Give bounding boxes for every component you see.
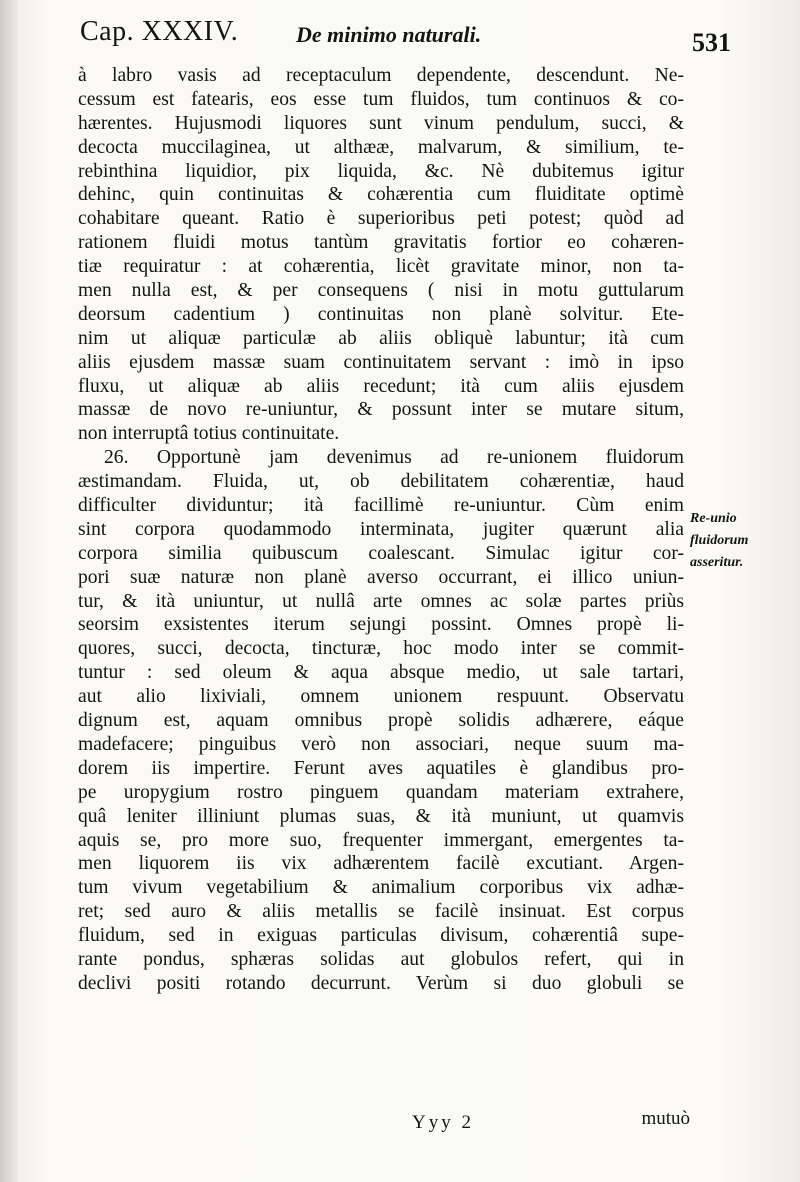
text-line: ret; sed auro & aliis metallis se facilè insinuat. Est corpus <box>78 901 684 923</box>
text-line: men nulla est, & per consequens ( nisi in motu guttularum <box>78 280 684 302</box>
text-line: aquis se, pro more suo, frequenter immergant, emergentes ta- <box>78 829 684 851</box>
text-line: cohabitare queant. Ratio è superioribus peti potest; quòd ad <box>78 208 684 230</box>
text-line: tum vivum vegetabilium & animalium corporibus vix adhæ- <box>78 877 684 899</box>
text-line: corpora similia quibuscum coalescant. Simulac igitur cor- <box>78 542 684 564</box>
text-line: seorsim exsistentes iterum sejungi possint. Omnes propè li- <box>78 614 684 636</box>
chapter-label: Cap. XXXIV. <box>80 16 239 47</box>
text-line: massæ de novo re-uniuntur, & possunt inter se mutare situm, <box>78 399 684 421</box>
section-title: De minimo naturali. <box>296 22 482 47</box>
text-line: tiæ requiratur : at cohærentia, licèt gravitate minor, non ta- <box>78 256 684 278</box>
text-line: aliis ejusdem massæ suam continuitatem servant : imò in ipso <box>78 351 684 373</box>
text-line: decocta muccilaginea, ut althææ, malvarum, & similium, te- <box>78 136 684 158</box>
marginal-note-line: asseritur. <box>690 555 744 570</box>
text-line: pe uropygium rostro pinguem quandam materiam extrahere, <box>78 781 684 803</box>
page-footer <box>80 1108 690 1138</box>
text-line: non interruptâ totius continuitate. <box>78 423 340 445</box>
text-line: tuntur : sed oleum & aqua absque medio, ut sale tartari, <box>78 662 684 684</box>
text-line: quores, succi, decocta, tincturæ, hoc modo inter se commit- <box>78 638 684 660</box>
text-line: deorsum cadentium ) continuitas non planè solvitur. Ete- <box>78 303 684 325</box>
text-line: cessum est fatearis, eos esse tum fluidos, tum continuos & co- <box>78 88 684 110</box>
body-text <box>78 64 684 996</box>
text-line: declivi positi rotando decurrunt. Verùm si duo globuli se <box>78 972 684 994</box>
marginal-note-line: fluidorum <box>690 533 749 548</box>
text-line: quâ leniter illiniunt plumas suas, & ità muniunt, ut quamvis <box>78 805 684 827</box>
signature-mark: Yyy 2 <box>412 1112 474 1133</box>
page-gutter-shadow <box>0 0 18 1182</box>
text-line: hærentes. Hujusmodi liquores sunt vinum pendulum, succi, & <box>78 112 684 134</box>
text-line: dorem iis impertire. Ferunt aves aquatiles è glandibus pro- <box>78 757 684 779</box>
text-line: à labro vasis ad receptaculum dependente, descendunt. Ne- <box>78 65 684 86</box>
text-line: nim ut aliquæ particulæ ab aliis obliquè labuntur; ità cum <box>78 327 684 349</box>
text-line: rante pondus, sphæras solidas aut globulos refert, qui in <box>78 948 684 970</box>
text-line: difficulter dividuntur; ità facillimè re-uniuntur. Cùm enim <box>78 495 684 517</box>
text-line: pori suæ naturæ non planè averso occurrant, ei illico uniun- <box>78 566 684 588</box>
catchword: mutuò <box>641 1108 690 1129</box>
text-line: rationem fluidi motus tantùm gravitatis fortior eo cohæren- <box>78 232 684 254</box>
paragraph-start-line: 26. Opportunè jam devenimus ad re-unionem fluidorum <box>104 447 684 469</box>
marginal-note <box>690 508 795 574</box>
text-line: men liquorem iis vix adhærentem facilè excutiant. Argen- <box>78 853 684 875</box>
page-number: 531 <box>692 28 731 57</box>
text-line: sint corpora quodammodo interminata, jugiter quærunt alia <box>78 518 684 540</box>
text-line: rebinthina liquidior, pix liquida, &c. Nè dubitemus igitur <box>78 160 684 182</box>
text-line: dehinc, quin continuitas & cohærentia cum fluiditate optimè <box>78 184 684 206</box>
text-line: aut alio lixiviali, omnem unionem respuunt. Observatu <box>78 686 684 708</box>
text-line: fluidum, sed in exiguas particulas divisum, cohærentiâ supe- <box>78 925 684 947</box>
text-line: dignum est, aquam omnibus propè solidis adhærere, eáque <box>78 710 684 732</box>
marginal-note-line: Re-unio <box>690 511 737 526</box>
text-line: tur, & ità uniuntur, ut nullâ arte omnes ac solæ partes priùs <box>78 590 684 612</box>
text-line: madefacere; pinguibus verò non associari, neque suum ma- <box>78 733 684 755</box>
text-line: æstimandam. Fluida, ut, ob debilitatem cohærentiæ, haud <box>78 471 684 493</box>
text-line: fluxu, ut aliquæ ab aliis recedunt; ità cum aliis ejusdem <box>78 375 684 397</box>
running-head <box>80 14 780 64</box>
